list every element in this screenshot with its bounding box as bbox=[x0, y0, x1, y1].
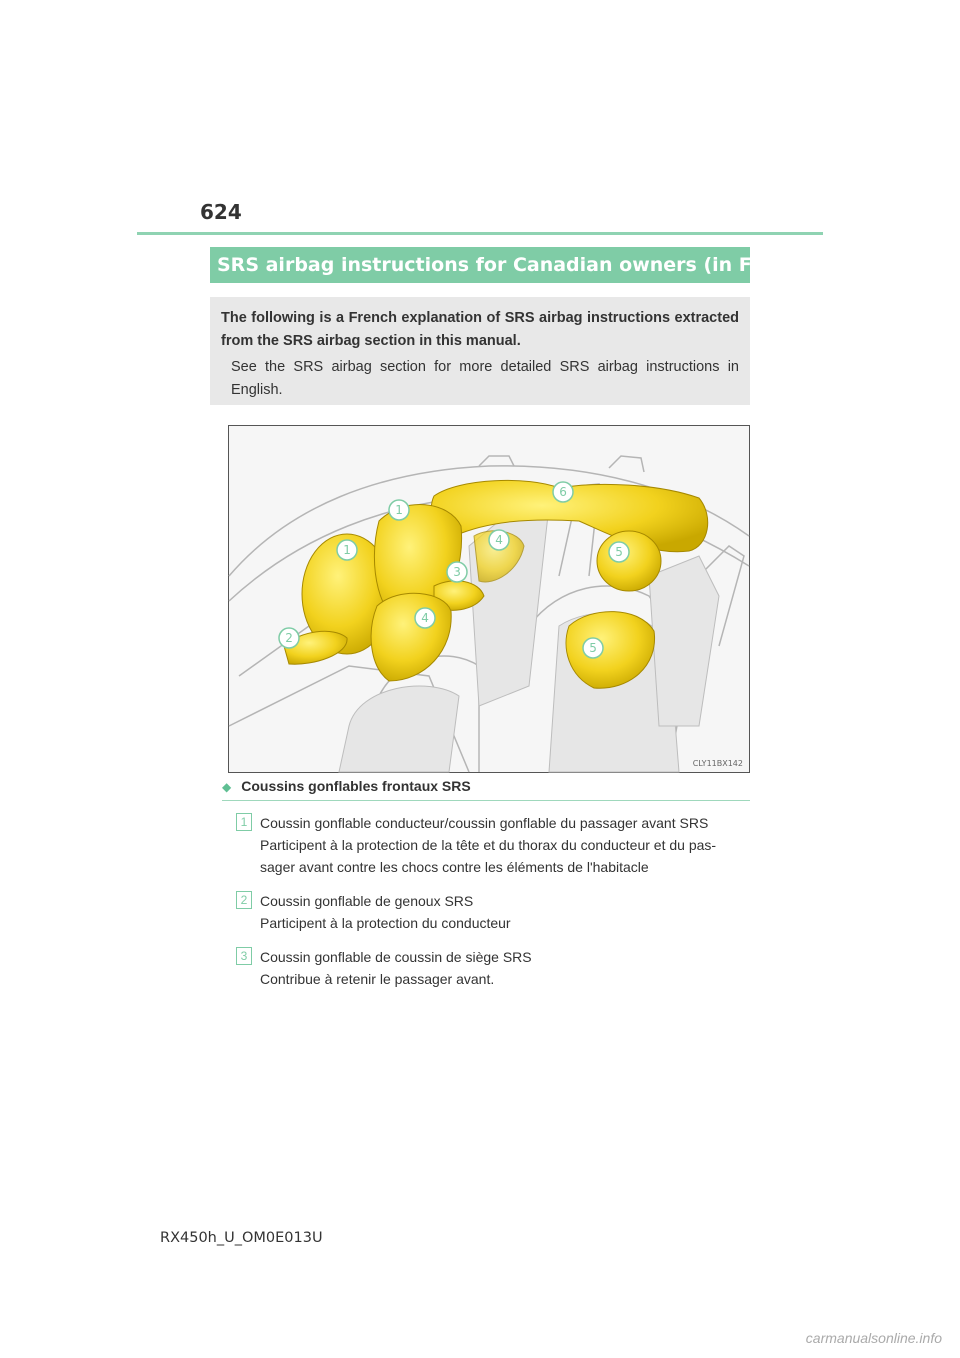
section-title: SRS airbag instructions for Canadian owners (in French) bbox=[210, 247, 750, 283]
diamond-bullet-icon: ◆ bbox=[222, 780, 232, 794]
svg-text:2: 2 bbox=[285, 631, 293, 645]
svg-text:1: 1 bbox=[343, 543, 351, 557]
item-number-badge: 1 bbox=[236, 813, 252, 831]
airbag-illustration bbox=[228, 425, 750, 773]
figure-code: CLY11BX142 bbox=[692, 759, 743, 768]
item-number-badge: 2 bbox=[236, 891, 252, 909]
airbag-diagram bbox=[229, 426, 749, 772]
intro-text: The following is a French explanation of SRS airbag instructions extracted from the SRS airbag section in this manual. bbox=[221, 310, 739, 349]
item-description: Contribue à retenir le passager avant. bbox=[260, 971, 495, 987]
item-title: Coussin gonflable de coussin de siège SRS bbox=[260, 949, 532, 965]
item-description: Participent à la protection du conducteur bbox=[260, 915, 511, 931]
svg-text:4: 4 bbox=[421, 611, 429, 625]
svg-text:5: 5 bbox=[589, 641, 597, 655]
item-description: Participent à la protection de la tête et du thorax du conducteur et du pas-sager avant contre les chocs contre les éléments de l'habitacle bbox=[260, 837, 717, 875]
svg-text:1: 1 bbox=[395, 503, 403, 517]
page-number: 624 bbox=[200, 200, 242, 224]
intro-box bbox=[210, 297, 750, 405]
svg-text:4: 4 bbox=[495, 533, 503, 547]
footer-manual-code: RX450h_U_OM0E013U bbox=[160, 1230, 323, 1246]
intro-note: See the SRS airbag section for more detailed SRS airbag instructions in English. bbox=[231, 359, 739, 398]
front-side-airbag-1 bbox=[371, 593, 451, 681]
list-item bbox=[236, 890, 748, 934]
list-item bbox=[236, 946, 748, 990]
top-divider bbox=[137, 232, 823, 235]
list-item bbox=[236, 812, 748, 878]
subheading-text: Coussins gonflables frontaux SRS bbox=[241, 778, 471, 794]
watermark: carmanualsonline.info bbox=[805, 1330, 942, 1346]
airbag-item-list bbox=[236, 812, 748, 1002]
item-title: Coussin gonflable de genoux SRS bbox=[260, 893, 474, 909]
svg-text:5: 5 bbox=[615, 545, 623, 559]
rear-side-airbag-1 bbox=[597, 531, 661, 591]
svg-text:3: 3 bbox=[453, 565, 461, 579]
item-number-badge: 3 bbox=[236, 947, 252, 965]
subheading bbox=[222, 778, 750, 801]
svg-text:6: 6 bbox=[559, 485, 567, 499]
item-title: Coussin gonflable conducteur/coussin gonflable du passager avant SRS bbox=[260, 815, 709, 831]
